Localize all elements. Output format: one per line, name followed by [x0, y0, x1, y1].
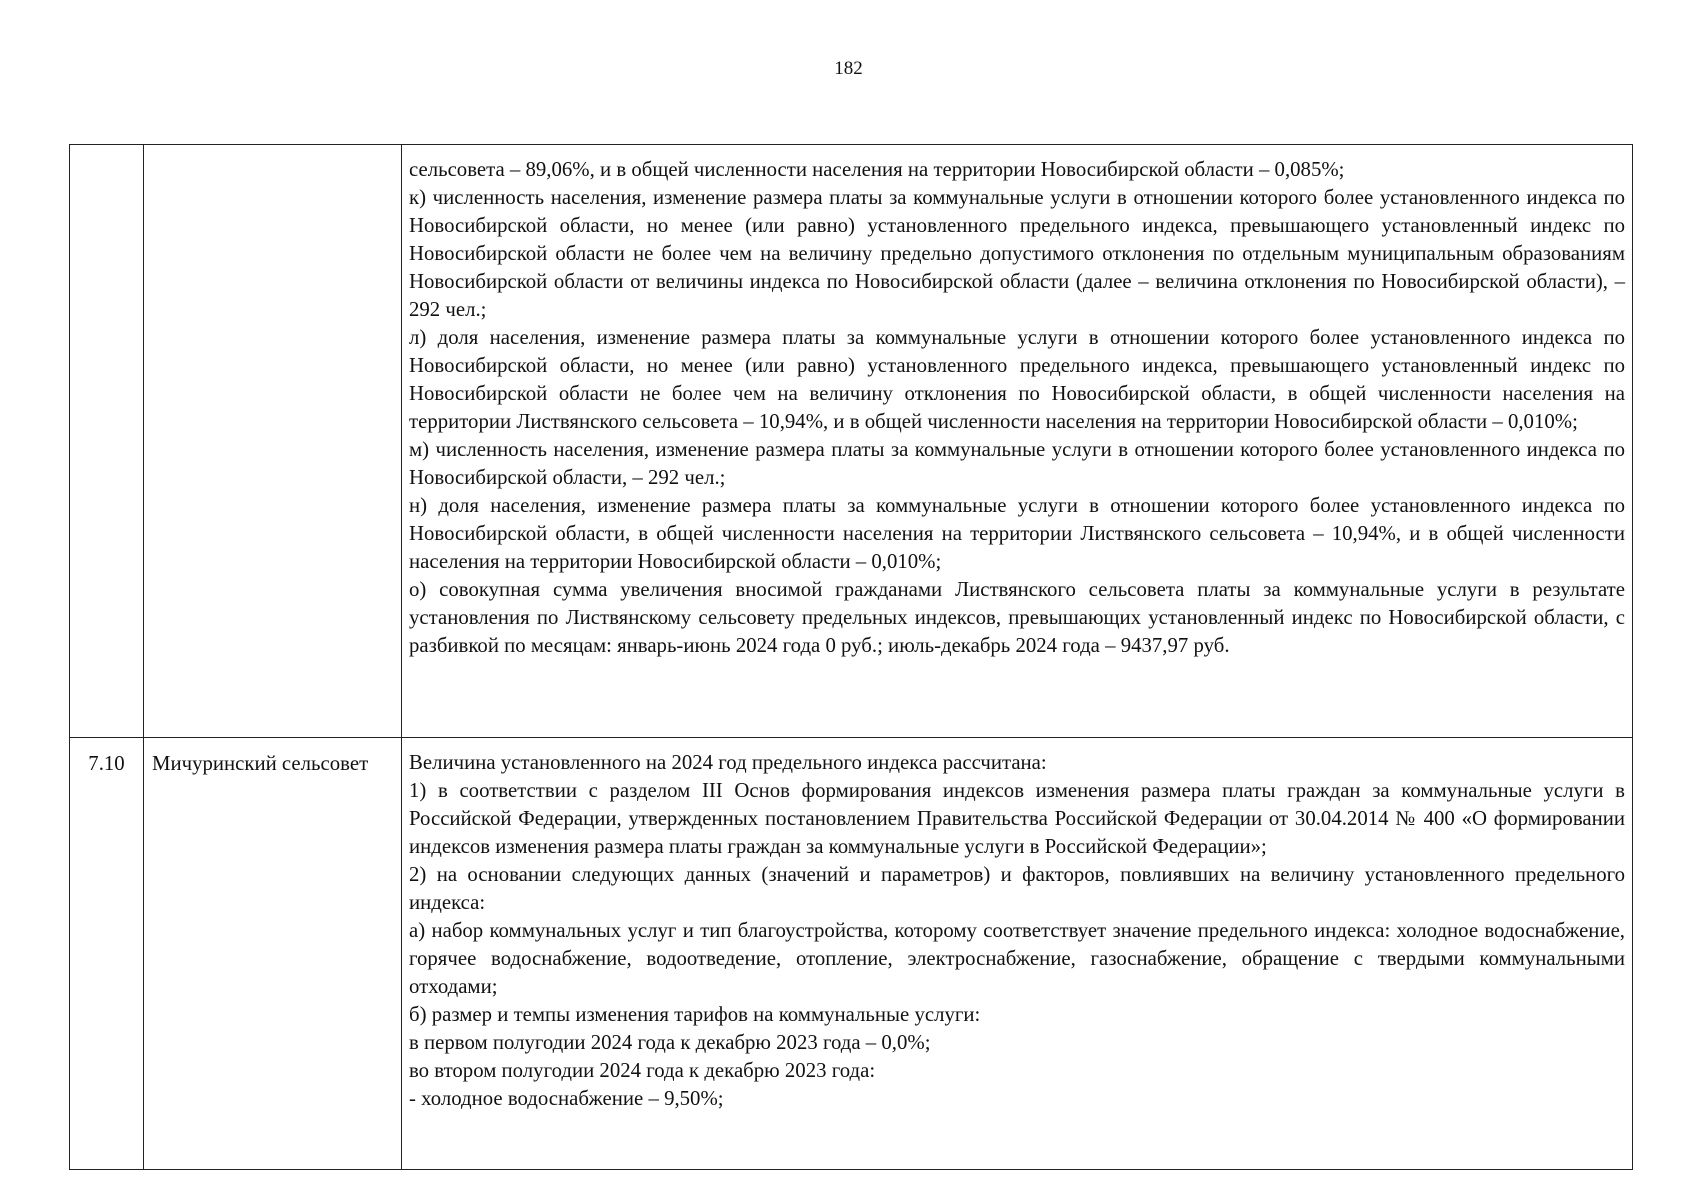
paragraph: в первом полугодии 2024 года к декабрю 2023 года – 0,0%; — [409, 1031, 931, 1054]
document-table — [69, 144, 1633, 1170]
paragraph: а) набор коммунальных услуг и тип благоустройства, которому соответствует значение предельного индекса: холодное водоснабжение, горячее водоснабжение, водоотведение, отопление, электроснабжение, газоснабжение, обращение с твердыми коммунальными отходами; — [409, 919, 1625, 998]
row-number-cell — [70, 145, 144, 738]
paragraph: - холодное водоснабжение – 9,50%; — [409, 1087, 724, 1110]
table-row — [70, 738, 1633, 1170]
paragraph: к) численность населения, изменение размера платы за коммунальные услуги в отношении которого более установленного индекса по Новосибирской области, но менее (или равно) установленного предельного индекса, превышающего установленный индекс по Новосибирской области не более чем на величину предельно допустимого отклонения по отдельным муниципальным образованиям Новосибирской области от величины индекса по Новосибирской области (далее – величина отклонения по Новосибирской области), – 292 чел.; — [409, 186, 1625, 321]
paragraph: 2) на основании следующих данных (значений и параметров) и факторов, повлиявших на величину установленного предельного индекса: — [409, 863, 1625, 914]
municipality-cell: Мичуринский сельсовет — [144, 738, 402, 1170]
paragraph: б) размер и темпы изменения тарифов на коммунальные услуги: — [409, 1003, 981, 1026]
paragraph: Величина установленного на 2024 год предельного индекса рассчитана: — [409, 751, 1047, 774]
paragraph: сельсовета – 89,06%, и в общей численности населения на территории Новосибирской области – 0,085%; — [409, 158, 1345, 181]
description-cell — [402, 145, 1633, 738]
row-number-cell: 7.10 — [70, 738, 144, 1170]
paragraph: 1) в соответствии с разделом III Основ формирования индексов изменения размера платы граждан за коммунальные услуги в Российской Федерации, утвержденных постановлением Правительства Российской Федерации от 30.04.2014 № 400 «О формировании индексов изменения размера платы граждан за коммунальные услуги в Российской Федерации»; — [409, 779, 1625, 858]
paragraph: во втором полугодии 2024 года к декабрю 2023 года: — [409, 1059, 876, 1082]
paragraph: л) доля населения, изменение размера платы за коммунальные услуги в отношении которого более установленного индекса по Новосибирской области, но менее (или равно) установленного предельного индекса, превышающего установленный индекс по Новосибирской области не более чем на величину отклонения по Новосибирской области, в общей численности населения на территории Листвянского сельсовета – 10,94%, и в общей численности населения на территории Новосибирской области – 0,010%; — [409, 326, 1625, 433]
paragraph: о) совокупная сумма увеличения вносимой гражданами Листвянского сельсовета платы за коммунальные услуги в результате установления по Листвянскому сельсовету предельных индексов, превышающих установленный индекс по Новосибирской области, с разбивкой по месяцам: январь-июнь 2024 года 0 руб.; июль-декабрь 2024 года – 9437,97 руб. — [409, 578, 1625, 657]
paragraph: н) доля населения, изменение размера платы за коммунальные услуги в отношении которого более установленного индекса по Новосибирской области, в общей численности населения на территории Листвянского сельсовета – 10,94%, и в общей численности населения на территории Новосибирской области – 0,010%; — [409, 494, 1625, 573]
municipality-cell — [144, 145, 402, 738]
table-row — [70, 145, 1633, 738]
description-cell — [402, 738, 1633, 1170]
page-number: 182 — [834, 58, 863, 79]
paragraph: м) численность населения, изменение размера платы за коммунальные услуги в отношении которого более установленного индекса по Новосибирской области, – 292 чел.; — [409, 438, 1625, 489]
